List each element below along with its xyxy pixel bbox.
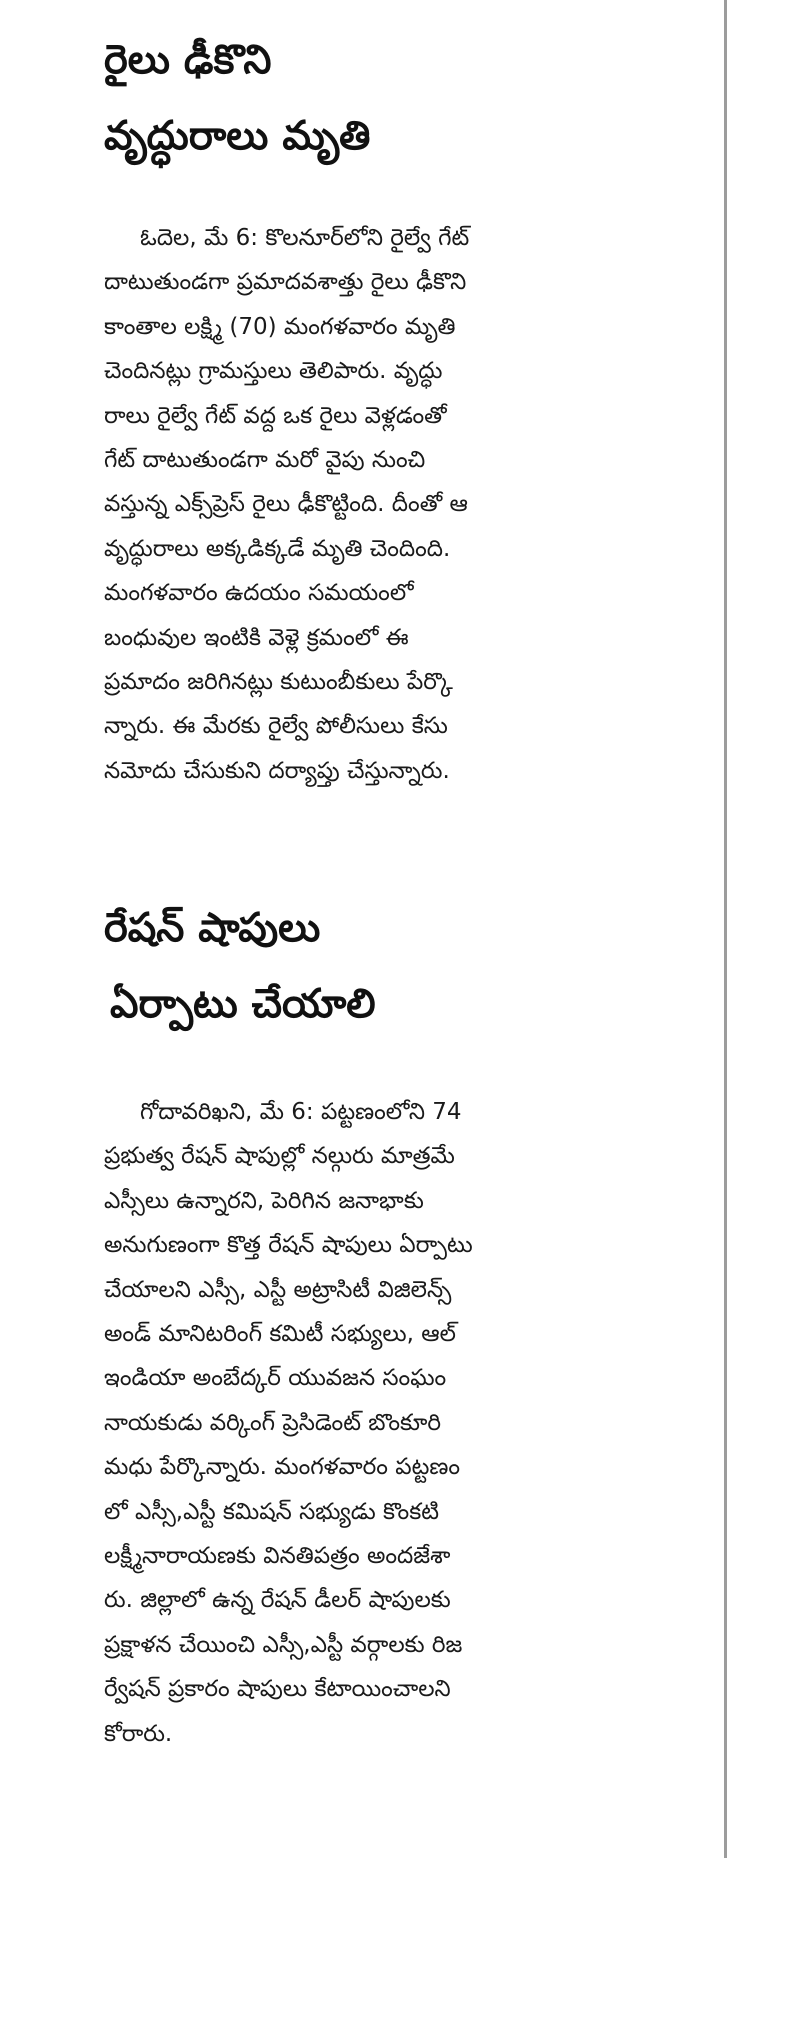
body-line: మంగళవారం ఉదయం సమయంలో	[104, 580, 414, 607]
article-headline	[104, 22, 652, 174]
body-line: వస్తున్న ఎక్స్‌ప్రెస్‌ రైలు ఢీకొట్టింది. దీంతో ఆ	[104, 491, 468, 518]
headline-line-2: ఏర్పాటు చేయాలి	[110, 981, 376, 1027]
body-line: ప్రమాదం జరిగినట్లు కుటుంబీకులు పేర్కొ	[104, 669, 453, 696]
column-divider	[724, 0, 727, 1858]
body-line: లక్ష్మీనారాయణకు వినతిపత్రం అందజేశా	[104, 1543, 451, 1570]
headline-line-2: వృద్ధురాలు మృతి	[104, 113, 371, 159]
body-line: రు. జిల్లాలో ఉన్న రేషన్‌ డీలర్‌ షాపులకు	[104, 1587, 451, 1614]
body-line: మధు పేర్కొన్నారు. మంగళవారం పట్టణం	[104, 1454, 461, 1481]
body-line: వృద్ధురాలు అక్కడిక్కడే మృతి చెందింది.	[104, 535, 451, 562]
body-line: ప్రక్షాళన చేయించి ఎస్సీ,ఎస్టీ వర్గాలకు రిజ	[104, 1631, 463, 1658]
body-line: అండ్‌ మానిటరింగ్‌ కమిటీ సభ్యులు, ఆల్‌	[104, 1321, 456, 1348]
body-line: దాటుతుండగా ప్రమాదవశాత్తు రైలు ఢీకొని	[104, 269, 467, 296]
body-line: అనుగుణంగా కొత్త రేషన్‌ షాపులు ఏర్పాటు	[104, 1232, 473, 1259]
body-line: లో ఎస్సీ,ఎస్టీ కమిషన్‌ సభ్యుడు కొంకటి	[104, 1498, 439, 1525]
body-line: గోదావరిఖని, మే 6: పట్టణంలోని 74	[140, 1099, 462, 1125]
body-line: చెందినట్లు గ్రామస్తులు తెలిపారు. వృద్ధు	[104, 358, 443, 385]
body-line: రాలు రైల్వే గేట్‌ వద్ద ఒక రైలు వెళ్లడంతో	[104, 402, 447, 429]
article-body	[104, 216, 652, 793]
previous-article-cut-off-text	[100, 0, 400, 6]
headline-line-1: రేషన్‌ షాపులు	[104, 905, 321, 951]
body-line: నాయకుడు వర్కింగ్‌ ప్రెసిడెంట్‌ బొంకూరి	[104, 1409, 442, 1436]
body-line: గేట్‌ దాటుతుండగా మరో వైపు నుంచి	[104, 447, 426, 474]
article-headline	[104, 890, 652, 1042]
body-line: ఎస్సీలు ఉన్నారని, పెరిగిన జనాభాకు	[104, 1187, 424, 1214]
body-line: కోరారు.	[104, 1720, 173, 1747]
body-line: ఇండియా అంబేద్కర్‌ యువజన సంఘం	[104, 1365, 447, 1392]
article-train-accident	[104, 22, 652, 793]
body-line: నమోదు చేసుకుని దర్యాప్తు చేస్తున్నారు.	[104, 757, 450, 784]
body-line: ర్వేషన్‌ ప్రకారం షాపులు కేటాయించాలని	[104, 1676, 451, 1703]
article-ration-shops	[104, 890, 652, 1756]
body-line: చేయాలని ఎస్సీ, ఎస్టీ అట్రాసిటీ విజిలెన్స్‌	[104, 1276, 452, 1303]
body-line: న్నారు. ఈ మేరకు రైల్వే పోలీసులు కేసు	[104, 713, 448, 740]
body-line: కాంతాల లక్ష్మి (70) మంగళవారం మృతి	[104, 313, 456, 340]
headline-line-1: రైలు ఢీకొని	[104, 37, 272, 83]
article-body	[104, 1090, 652, 1756]
body-line: ఓదెల, మే 6: కొలనూర్‌లోని రైల్వే గేట్‌	[140, 225, 470, 251]
body-line: బంధువుల ఇంటికి వెళ్లె క్రమంలో ఈ	[104, 624, 409, 651]
body-line: ప్రభుత్వ రేషన్‌ షాపుల్లో నల్గురు మాత్రమే	[104, 1143, 455, 1170]
